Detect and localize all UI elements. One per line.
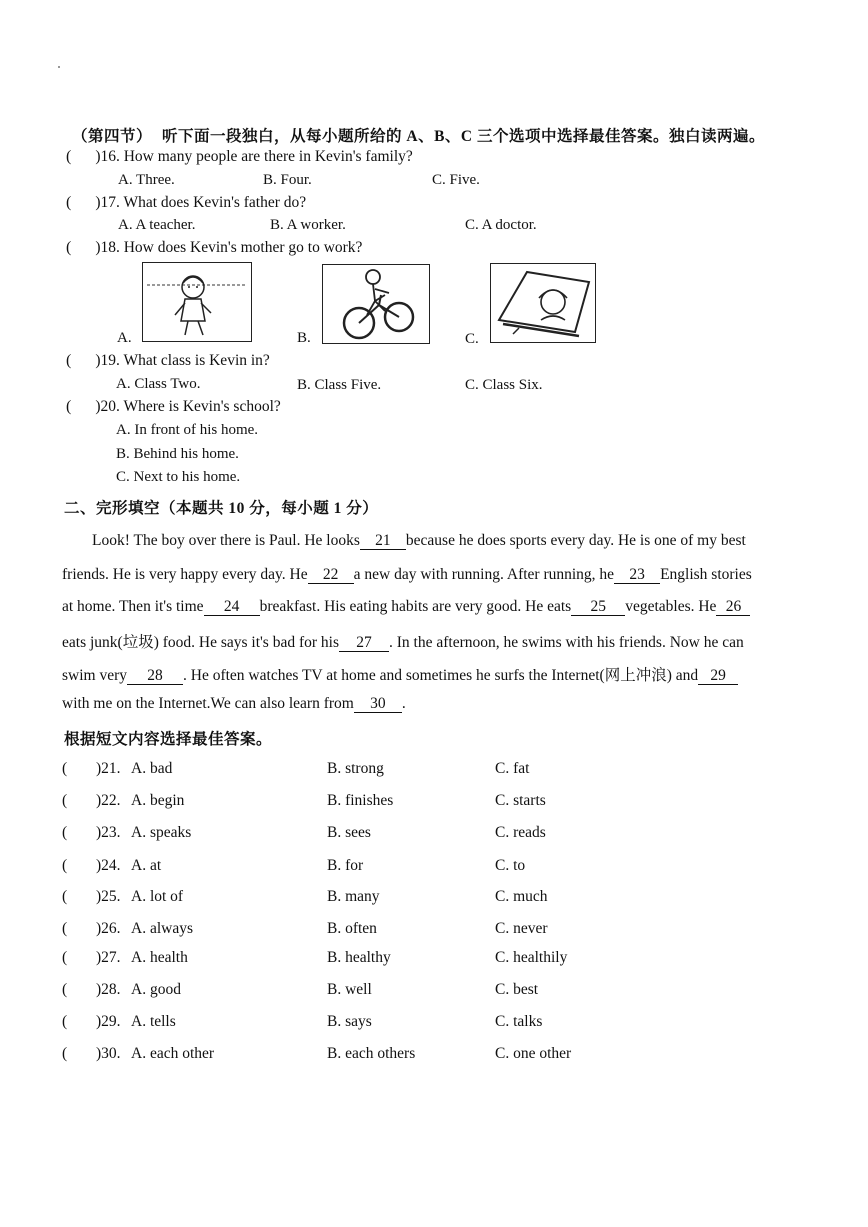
passage-text: eats junk(垃圾) food. He says it's bad for his xyxy=(62,634,340,651)
q18-option-c: C. xyxy=(465,331,479,347)
option-b: B. often xyxy=(327,920,377,937)
q17-option-b: B. A worker. xyxy=(270,217,346,233)
question-19 xyxy=(66,352,270,370)
passage-text: . xyxy=(401,695,406,712)
question-17 xyxy=(66,194,306,212)
q19-option-b: B. Class Five. xyxy=(297,377,382,393)
q19-option-c: C. Class Six. xyxy=(465,377,543,393)
q16-option-c: C. Five. xyxy=(432,172,480,188)
passage-text: breakfast. His eating habits are very good. He eats xyxy=(259,598,572,615)
blank-23: 23 xyxy=(614,566,660,584)
answer-paren: ( xyxy=(62,981,68,998)
option-b: B. for xyxy=(327,857,364,874)
q18-option-b: B. xyxy=(297,330,311,346)
cloze-heading: 二、完形填空（本题共 10 分，每小题 1 分） xyxy=(64,500,379,517)
passage-text: with me on the Internet.We can also learn from xyxy=(62,695,354,712)
scan-speck xyxy=(58,66,60,68)
passage-line xyxy=(62,630,744,652)
option-c: C. to xyxy=(495,857,526,874)
option-a: A. good xyxy=(131,981,181,998)
passage-text: Look! The boy over there is Paul. He looks xyxy=(92,532,360,549)
option-a: A. tells xyxy=(131,1013,176,1030)
option-b: B. each others xyxy=(327,1045,416,1062)
option-number: )24. xyxy=(96,857,121,874)
q20-option-c: C. Next to his home. xyxy=(116,469,241,485)
blank-28: 28 xyxy=(127,667,183,685)
answer-paren: ( xyxy=(62,792,68,809)
q19-option-a: A. Class Two. xyxy=(116,376,201,392)
answer-paren: ( xyxy=(66,239,72,256)
q16-option-a: A. Three. xyxy=(118,172,175,188)
blank-25: 25 xyxy=(571,598,625,616)
option-c: C. reads xyxy=(495,824,546,841)
question-text: )19. What class is Kevin in? xyxy=(95,352,270,369)
answer-paren: ( xyxy=(62,824,68,841)
option-number: )22. xyxy=(96,792,121,809)
question-text: )16. How many people are there in Kevin's family? xyxy=(95,148,413,165)
section-instruction: 听下面一段独白，从每小题所给的 A、B、C 三个选项中选择最佳答案。独白读两遍。 xyxy=(162,128,765,145)
option-a: A. each other xyxy=(131,1045,215,1062)
answer-paren: ( xyxy=(62,857,68,874)
option-c: C. talks xyxy=(495,1013,543,1030)
answer-paren: ( xyxy=(62,760,68,777)
answer-paren: ( xyxy=(62,920,68,937)
option-a: A. always xyxy=(131,920,193,937)
option-number: )30. xyxy=(96,1045,121,1062)
answer-paren: ( xyxy=(62,949,68,966)
blank-29: 29 xyxy=(698,667,738,685)
cyclist-icon xyxy=(322,264,430,344)
passage-line xyxy=(62,566,752,584)
walking-girl-icon xyxy=(142,262,252,342)
blank-21: 21 xyxy=(360,532,406,550)
option-b: B. healthy xyxy=(327,949,391,966)
blank-26: 26 xyxy=(716,598,750,616)
q20-option-b: B. Behind his home. xyxy=(116,446,239,462)
blank-22: 22 xyxy=(308,566,354,584)
option-a: A. at xyxy=(131,857,162,874)
section-heading xyxy=(72,124,765,146)
passage-text: a new day with running. After running, he xyxy=(353,566,615,583)
passage-text: English stories xyxy=(660,566,752,583)
choose-instruction: 根据短文内容选择最佳答案。 xyxy=(64,731,273,748)
option-c: C. never xyxy=(495,920,548,937)
answer-paren: ( xyxy=(66,398,72,415)
passage-line xyxy=(62,598,750,616)
option-number: )28. xyxy=(96,981,121,998)
question-16 xyxy=(66,148,413,166)
passage-line xyxy=(62,663,738,685)
q17-option-a: A. A teacher. xyxy=(118,217,196,233)
passage-line xyxy=(62,695,406,713)
question-text: )17. What does Kevin's father do? xyxy=(95,194,307,211)
option-b: B. finishes xyxy=(327,792,394,809)
question-text: )18. How does Kevin's mother go to work? xyxy=(95,239,363,256)
option-c: C. best xyxy=(495,981,539,998)
option-c: C. fat xyxy=(495,760,530,777)
option-c: C. much xyxy=(495,888,548,905)
option-c: C. starts xyxy=(495,792,546,809)
passage-text: because he does sports every day. He is one of my best xyxy=(405,532,746,549)
option-b: B. sees xyxy=(327,824,371,841)
option-a: A. speaks xyxy=(131,824,192,841)
answer-paren: ( xyxy=(62,888,68,905)
option-a: A. health xyxy=(131,949,188,966)
answer-paren: ( xyxy=(66,148,72,165)
option-c: C. healthily xyxy=(495,949,568,966)
blank-27: 27 xyxy=(339,634,389,652)
option-b: B. well xyxy=(327,981,372,998)
question-20 xyxy=(66,398,281,416)
passage-text: . In the afternoon, he swims with his friends. Now he can xyxy=(389,634,744,651)
answer-paren: ( xyxy=(62,1045,68,1062)
option-c: C. one other xyxy=(495,1045,572,1062)
option-a: A. lot of xyxy=(131,888,184,905)
blank-24: 24 xyxy=(204,598,260,616)
option-number: )23. xyxy=(96,824,121,841)
passage-text: friends. He is very happy every day. He xyxy=(62,566,308,583)
answer-paren: ( xyxy=(62,1013,68,1030)
question-text: )20. Where is Kevin's school? xyxy=(95,398,281,415)
option-b: B. many xyxy=(327,888,380,905)
person-in-car-icon xyxy=(490,263,596,343)
q18-option-a: A. xyxy=(117,330,132,346)
question-18 xyxy=(66,239,362,257)
option-a: A. bad xyxy=(131,760,173,777)
q17-option-c: C. A doctor. xyxy=(465,217,537,233)
option-a: A. begin xyxy=(131,792,185,809)
q16-option-b: B. Four. xyxy=(263,172,312,188)
option-number: )26. xyxy=(96,920,121,937)
passage-text: . He often watches TV at home and sometimes he surfs the Internet(网上冲浪) and xyxy=(183,667,699,684)
option-number: )21. xyxy=(96,760,121,777)
q20-option-a: A. In front of his home. xyxy=(116,422,259,438)
passage-text: at home. Then it's time xyxy=(62,598,204,615)
option-number: )27. xyxy=(96,949,121,966)
option-number: )29. xyxy=(96,1013,121,1030)
option-number: )25. xyxy=(96,888,121,905)
passage-text: vegetables. He xyxy=(625,598,717,615)
answer-paren: ( xyxy=(66,194,72,211)
passage-line xyxy=(92,532,746,550)
passage-text: swim very xyxy=(62,667,128,684)
section-label: （第四节） xyxy=(72,128,153,145)
answer-paren: ( xyxy=(66,352,72,369)
option-b: B. says xyxy=(327,1013,372,1030)
blank-30: 30 xyxy=(354,695,402,713)
option-b: B. strong xyxy=(327,760,384,777)
